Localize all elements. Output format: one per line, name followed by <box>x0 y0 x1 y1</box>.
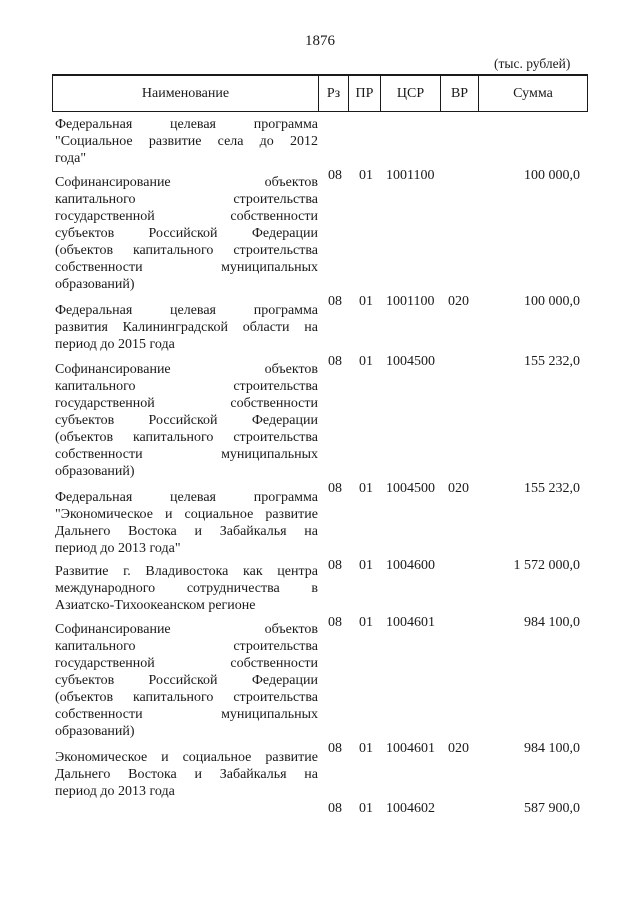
row-name-line: Экономическое и социальное развитие <box>55 750 318 765</box>
row-name-line: Софинансирование объектов <box>55 622 318 637</box>
row-sum: 155 232,0 <box>524 481 580 496</box>
row-name-line: года" <box>55 151 87 166</box>
row-name-line: развития Калининградской области на <box>55 320 318 335</box>
row-name-line: (объектов капитального строительства <box>55 243 318 258</box>
header-rz: Рз <box>319 76 349 111</box>
row-name-line: образований) <box>55 724 135 739</box>
row-csr: 1004601 <box>386 615 435 630</box>
row-pr: 01 <box>359 558 373 573</box>
row-rz: 08 <box>328 615 342 630</box>
row-name-line: субъектов Российской Федерации <box>55 673 318 688</box>
row-name-line: период до 2015 года <box>55 337 175 352</box>
row-name-line: капитального строительства <box>55 639 318 654</box>
row-sum: 100 000,0 <box>524 294 580 309</box>
row-name <box>55 302 318 353</box>
row-name-line: период до 2013 года" <box>55 541 181 556</box>
row-name-line: Дальнего Востока и Забайкалья на <box>55 524 318 539</box>
page-number: 1876 <box>305 33 335 49</box>
row-name-line: Софинансирование объектов <box>55 175 318 190</box>
row-sum: 100 000,0 <box>524 168 580 183</box>
row-rz: 08 <box>328 741 342 756</box>
row-vr: 020 <box>448 741 469 756</box>
header-sum: Сумма <box>513 85 553 101</box>
row-name-line: период до 2013 года <box>55 784 175 799</box>
row-name-line: собственности муниципальных <box>55 707 318 722</box>
row-sum: 984 100,0 <box>524 615 580 630</box>
header-name: Наименование <box>53 76 319 111</box>
row-name-line: Азиатско-Тихоокеанском регионе <box>55 598 256 613</box>
row-csr: 1004500 <box>386 354 435 369</box>
row-rz: 08 <box>328 168 342 183</box>
row-csr: 1004600 <box>386 558 435 573</box>
row-csr: 1004500 <box>386 481 435 496</box>
row-name-line: капитального строительства <box>55 192 318 207</box>
row-name-line: международного сотрудничества в <box>55 581 318 596</box>
row-sum: 1 572 000,0 <box>513 558 580 573</box>
row-name <box>55 489 318 557</box>
row-csr: 1004602 <box>386 801 435 816</box>
row-name-line: государственной собственности <box>55 396 318 411</box>
row-name-line: "Социальное развитие села до 2012 <box>55 134 318 149</box>
row-sum: 984 100,0 <box>524 741 580 756</box>
row-vr: 020 <box>448 481 469 496</box>
row-csr: 1001100 <box>386 168 435 183</box>
row-pr: 01 <box>359 801 373 816</box>
row-name <box>55 116 318 167</box>
row-csr: 1004601 <box>386 741 435 756</box>
row-name-line: субъектов Российской Федерации <box>55 226 318 241</box>
row-name-line: образований) <box>55 464 135 479</box>
header-csr: ЦСР <box>381 76 441 111</box>
row-pr: 01 <box>359 481 373 496</box>
row-pr: 01 <box>359 294 373 309</box>
row-rz: 08 <box>328 294 342 309</box>
row-name <box>55 749 318 800</box>
row-vr: 020 <box>448 294 469 309</box>
row-name-line: государственной собственности <box>55 656 318 671</box>
row-pr: 01 <box>359 168 373 183</box>
units-label: (тыс. рублей) <box>494 56 571 71</box>
row-name-line: "Экономическое и социальное развитие <box>55 507 318 522</box>
row-name-line: государственной собственности <box>55 209 318 224</box>
row-name-line: (объектов капитального строительства <box>55 690 318 705</box>
header-vr: ВР <box>441 76 479 111</box>
row-name-line: Федеральная целевая программа <box>55 490 318 505</box>
row-name <box>55 621 318 740</box>
row-pr: 01 <box>359 354 373 369</box>
row-csr: 1001100 <box>386 294 435 309</box>
row-rz: 08 <box>328 481 342 496</box>
row-name-line: субъектов Российской Федерации <box>55 413 318 428</box>
header-pr: ПР <box>349 76 381 111</box>
row-name-line: Федеральная целевая программа <box>55 117 318 132</box>
row-name-line: (объектов капитального строительства <box>55 430 318 445</box>
row-name-line: образований) <box>55 277 135 292</box>
row-pr: 01 <box>359 615 373 630</box>
row-name <box>55 174 318 293</box>
row-rz: 08 <box>328 354 342 369</box>
row-rz: 08 <box>328 558 342 573</box>
row-name <box>55 361 318 480</box>
row-name-line: собственности муниципальных <box>55 260 318 275</box>
row-pr: 01 <box>359 741 373 756</box>
row-name-line: Федеральная целевая программа <box>55 303 318 318</box>
row-rz: 08 <box>328 801 342 816</box>
row-name-line: Дальнего Востока и Забайкалья на <box>55 767 318 782</box>
row-name-line: капитального строительства <box>55 379 318 394</box>
row-name <box>55 563 318 614</box>
table-header <box>52 74 588 112</box>
row-name-line: Развитие г. Владивостока как центра <box>55 564 318 579</box>
row-sum: 587 900,0 <box>524 801 580 816</box>
row-sum: 155 232,0 <box>524 354 580 369</box>
row-name-line: Софинансирование объектов <box>55 362 318 377</box>
row-name-line: собственности муниципальных <box>55 447 318 462</box>
